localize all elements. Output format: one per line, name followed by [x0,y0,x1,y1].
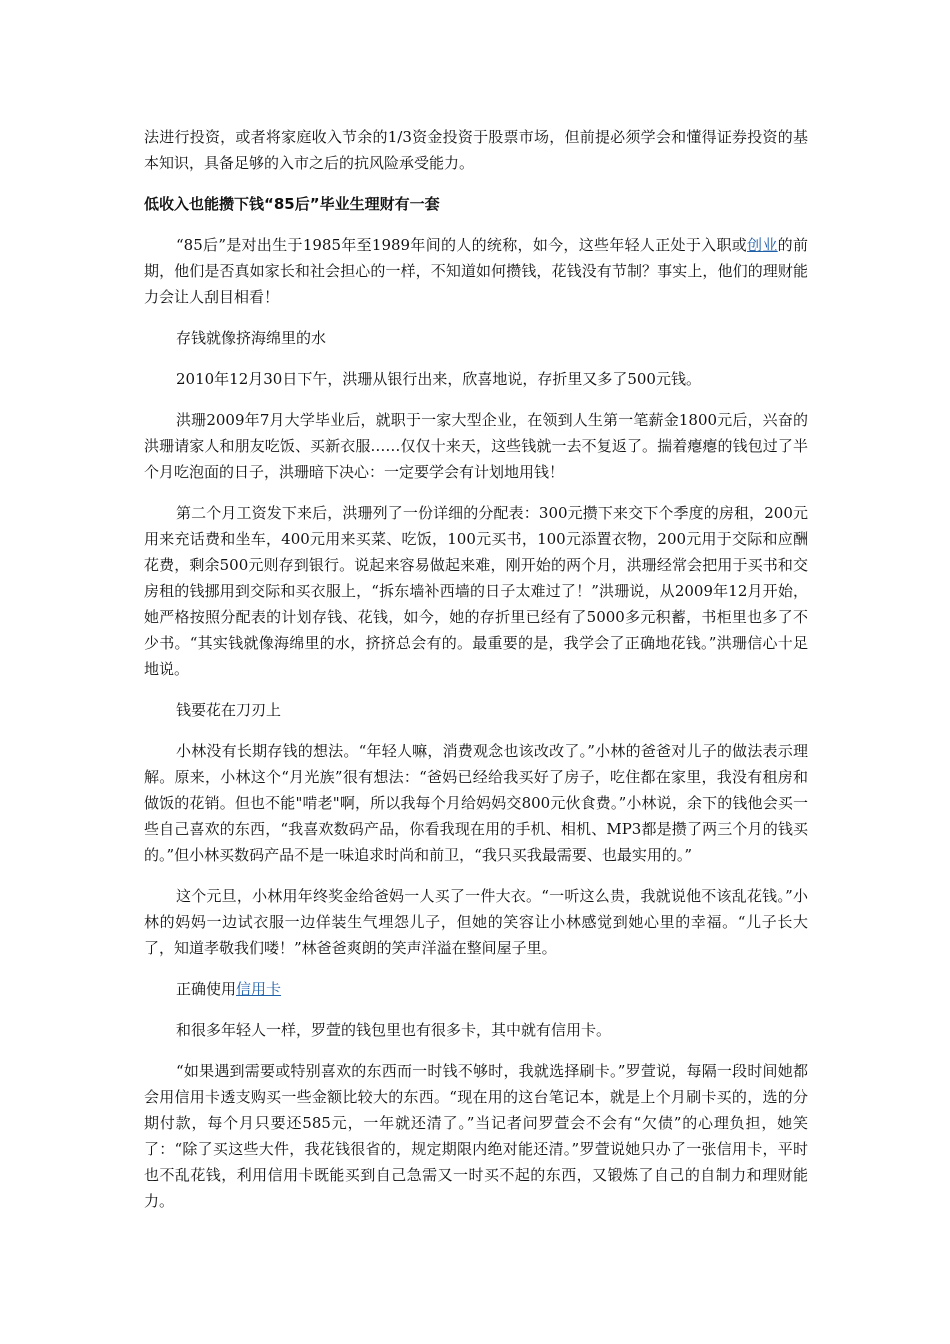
paragraph: “如果遇到需要或特别喜欢的东西而一时钱不够时，我就选择刷卡。”罗萱说，每隔一段时间她都会用信用卡透支购买一些金额比较大的东西。“现在用的这台笔记本，就是上个月刷卡买的，选的分期付款，每个月只要还585元，一年就还清了。”当记者问罗萱会不会有“欠债”的心理负担，她笑了：“除了买这些大件，我花钱很省的，规定期限内绝对能还清。”罗萱说她只办了一张信用卡，平时也不乱花钱，利用信用卡既能买到自己急需又一时买不起的东西，又锻炼了自己的自制力和理财能力。 [144,1062,808,1210]
paragraph: 第二个月工资发下来后，洪珊列了一份详细的分配表：300元攒下来交下个季度的房租，200元用来充话费和坐车，400元用来买菜、吃饭，100元买书，100元添置衣物，200元用于交际和应酬花费，剩余500元则存到银行。说起来容易做起来难，刚开始的两个月，洪珊经常会把用于买书和交房租的钱挪用到交际和买衣服上，“拆东墙补西墙的日子太难过了！”洪珊说，从2009年12月开始，她严格按照分配表的计划存钱、花钱，如今，她的存折里已经有了5000多元积蓄，书柜里也多了不少书。“其实钱就像海绵里的水，挤挤总会有的。最重要的是，我学会了正确地花钱。”洪珊信心十足地说。 [144,504,808,678]
lead-text-after: 的前期，他们是否真如家长和社会担心的一样，不知道如何攒钱，花钱没有节制？事实上，他们的理财能力会让人刮目相看！ [144,236,808,306]
paragraph: 2010年12月30日下午，洪珊从银行出来，欣喜地说，存折里又多了500元钱。 [176,370,701,388]
lead-paragraph [144,232,808,310]
credit-card-link[interactable]: 信用卡 [236,980,282,998]
paragraph: 和很多年轻人一样，罗萱的钱包里也有很多卡，其中就有信用卡。 [176,1021,612,1039]
intro-paragraph: 法进行投资，或者将家庭收入节余的1/3资金投资于股票市场，但前提必须学会和懂得证券投资的基本知识，具备足够的入市之后的抗风险承受能力。 [144,128,808,172]
document-page [144,124,808,1229]
article-title: 低收入也能攒下钱“85后”毕业生理财有一套 [144,195,440,213]
lead-text-before: “85后”是对出生于1985年至1989年间的人的统称，如今，这些年轻人正处于入职或 [176,236,748,254]
paragraph: 小林没有长期存钱的想法。“年轻人嘛，消费观念也该改改了。”小林的爸爸对儿子的做法表示理解。原来，小林这个“月光族”很有想法：“爸妈已经给我买好了房子，吃住都在家里，我没有租房和做饭的花销。但也不能"啃老"啊，所以我每个月给妈妈交800元伙食费。”小林说，余下的钱他会买一些自己喜欢的东西，“我喜欢数码产品，你看我现在用的手机、相机、MP3都是攒了两三个月的钱买的。”但小林买数码产品不是一味追求时尚和前卫，“我只买我最需要、也最实用的。” [144,742,808,864]
startup-link[interactable]: 创业 [747,236,778,254]
paragraph: 这个元旦，小林用年终奖金给爸妈一人买了一件大衣。“一听这么贵，我就说他不该乱花钱。”小林的妈妈一边试衣服一边佯装生气埋怨儿子，但她的笑容让小林感觉到她心里的幸福。“儿子长大了，知道孝敬我们喽！”林爸爸爽朗的笑声洋溢在整间屋子里。 [144,887,808,957]
section-heading-spend-wisely: 钱要花在刀刃上 [176,701,282,719]
section-heading-credit-card [144,976,808,1002]
paragraph: 洪珊2009年7月大学毕业后，就职于一家大型企业，在领到人生第一笔薪金1800元后，兴奋的洪珊请家人和朋友吃饭、买新衣服……仅仅十来天，这些钱就一去不复返了。揣着瘪瘪的钱包过了半个月吃泡面的日子，洪珊暗下决心：一定要学会有计划地用钱！ [144,411,808,481]
section-heading-prefix: 正确使用 [176,980,237,998]
section-heading-save-money: 存钱就像挤海绵里的水 [176,329,327,347]
